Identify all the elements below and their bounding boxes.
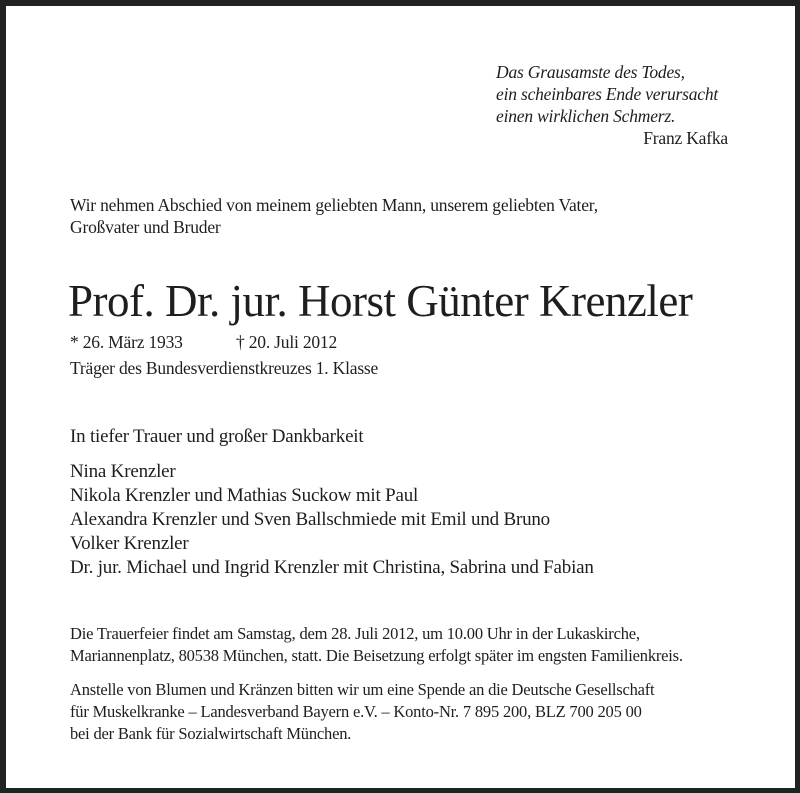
funeral-info: Die Trauerfeier findet am Samstag, dem 28. Juli 2012, um 10.00 Uhr in der Lukaskirche,	[70, 624, 640, 643]
funeral-info: Mariannenplatz, 80538 München, statt. Die Beisetzung erfolgt später im engsten Familienkreis.	[70, 646, 683, 665]
family-member: Dr. jur. Michael und Ingrid Krenzler mit Christina, Sabrina und Fabian	[70, 557, 594, 578]
honor: Träger des Bundesverdienstkreuzes 1. Klasse	[70, 358, 379, 378]
family-member: Alexandra Krenzler und Sven Ballschmiede mit Emil und Bruno	[70, 509, 550, 530]
donation-info: Anstelle von Blumen und Kränzen bitten wir um eine Spende an die Deutsche Gesellschaft	[70, 680, 655, 699]
quote-line: einen wirklichen Schmerz.	[496, 106, 676, 126]
birth-date: * 26. März 1933	[70, 332, 183, 352]
intro-text: Wir nehmen Abschied von meinem geliebten Mann, unserem geliebten Vater,	[70, 195, 598, 215]
intro-text: Großvater und Bruder	[70, 217, 221, 237]
family-member: Nikola Krenzler und Mathias Suckow mit Paul	[70, 485, 419, 506]
family-member: Volker Krenzler	[70, 533, 189, 554]
quote-line: ein scheinbares Ende verursacht	[496, 84, 719, 104]
death-date: † 20. Juli 2012	[236, 332, 338, 352]
family-member: Nina Krenzler	[70, 461, 176, 482]
obituary-page	[6, 6, 795, 788]
quote-author: Franz Kafka	[643, 128, 728, 148]
donation-info: für Muskelkranke – Landesverband Bayern e.V. – Konto-Nr. 7 895 200, BLZ 700 205 00	[70, 702, 642, 721]
donation-info: bei der Bank für Sozialwirtschaft München.	[70, 724, 352, 743]
deceased-name: Prof. Dr. jur. Horst Günter Krenzler	[68, 276, 693, 326]
mourning-heading: In tiefer Trauer und großer Dankbarkeit	[70, 426, 364, 447]
quote-line: Das Grausamste des Todes,	[496, 62, 685, 82]
